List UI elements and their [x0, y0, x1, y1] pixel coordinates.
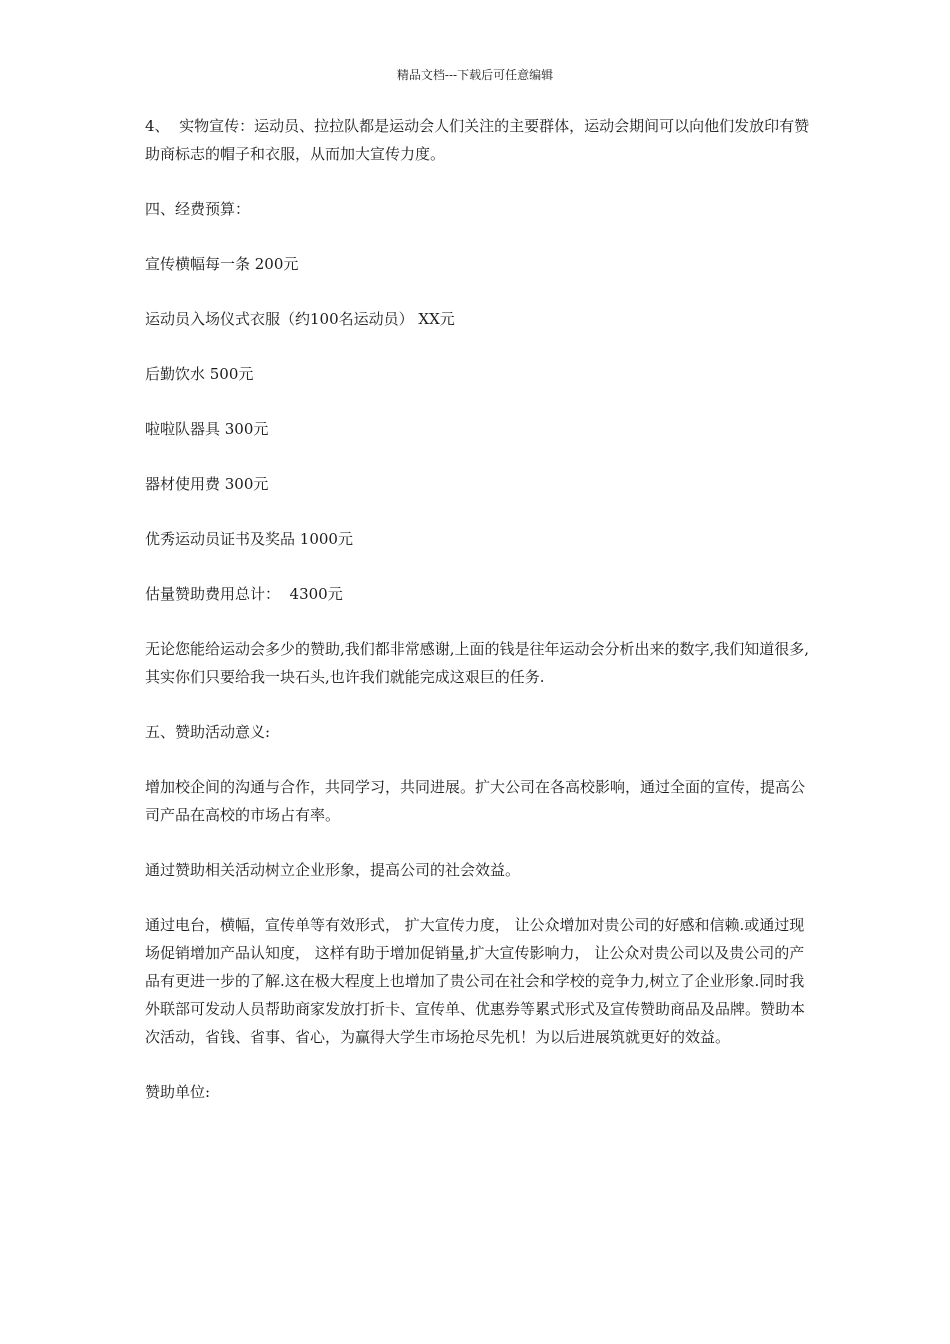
heading-significance: 五、赞助活动意义:	[145, 723, 271, 741]
budget-total: 估量赞助费用总计： 4300元	[145, 585, 343, 603]
budget-item-banner: 宣传横幅每一条 200元	[145, 255, 299, 273]
budget-item-water: 后勤饮水 500元	[145, 365, 254, 383]
paragraph-promotion-channels: 通过电台，横幅，宣传单等有效形式， 扩大宣传力度， 让公众增加对贵公司的好感和信赖.或通过现场促销增加产品认知度， 这样有助于增加促销量,扩大宣传影响力， 让公众对贵公司以及贵公司的产品有更进一步的了解.这在极大程度上也增加了贵公司在社会和学校的竞争力,树立了企业形象.同时我外联部可发动人员帮助商家发放打折卡、宣传单、优惠券等累式形式及宣传赞助商品及品牌。赞助本次活动，省钱、省事、省心，为赢得大学生市场抢尽先机！为以后进展筑就更好的效益。	[145, 916, 806, 1046]
budget-item-uniforms: 运动员入场仪式衣服（约100名运动员） XX元	[145, 310, 455, 328]
document-body	[145, 112, 810, 1133]
budget-item-equipment: 器材使用费 300元	[145, 475, 269, 493]
heading-budget: 四、经费预算：	[145, 200, 251, 218]
paragraph-thanks: 无论您能给运动会多少的赞助,我们都非常感谢,上面的钱是往年运动会分析出来的数字,我们知道很多,其实你们只要给我一块石头,也许我们就能完成这艰巨的任务.	[145, 640, 810, 686]
page-header: 精品文档---下载后可任意编辑	[396, 68, 554, 82]
budget-item-awards: 优秀运动员证书及奖品 1000元	[145, 530, 353, 548]
paragraph-cooperation: 增加校企间的沟通与合作，共同学习，共同进展。扩大公司在各高校影响，通过全面的宣传，提高公司产品在高校的市场占有率。	[145, 778, 806, 824]
sponsor-unit-label: 赞助单位:	[145, 1083, 211, 1101]
paragraph-image: 通过赞助相关活动树立企业形象，提高公司的社会效益。	[145, 861, 521, 879]
budget-item-cheer-props: 啦啦队器具 300元	[145, 420, 269, 438]
paragraph-item4-promotion: 4、 实物宣传：运动员、拉拉队都是运动会人们关注的主要群体，运动会期间可以向他们发放印有赞助商标志的帽子和衣服，从而加大宣传力度。	[145, 117, 810, 163]
